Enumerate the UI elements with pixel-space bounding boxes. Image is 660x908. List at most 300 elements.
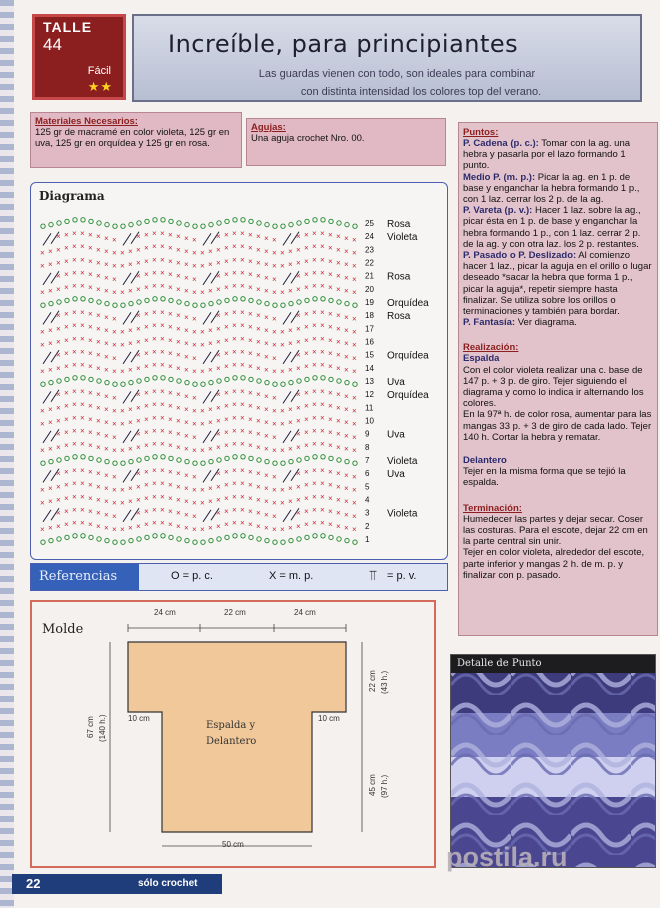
single-stitch-mark: × (120, 498, 125, 508)
single-stitch-mark: × (304, 520, 309, 530)
single-stitch-mark: × (304, 467, 309, 477)
single-stitch-mark: × (128, 418, 133, 428)
single-stitch-mark: × (80, 268, 85, 278)
single-stitch-mark: × (160, 426, 165, 436)
terminacion-text: Humedecer las partes y dejar secar. Coser las costuras. Para el escote, dejar 22 cm en la parte central sin unir. (463, 513, 648, 548)
single-stitch-mark: × (232, 426, 237, 436)
single-stitch-mark: × (256, 416, 261, 426)
single-stitch-mark: × (336, 508, 341, 518)
single-stitch-mark: × (120, 367, 125, 377)
chain-stitch-mark (81, 376, 85, 380)
sleeve-right: 10 cm (318, 714, 340, 723)
chain-stitch-mark (313, 218, 317, 222)
single-stitch-mark: × (272, 498, 277, 508)
single-stitch-mark: × (80, 505, 85, 515)
single-stitch-mark: × (136, 271, 141, 281)
single-stitch-mark: × (256, 245, 261, 255)
chain-stitch-mark (313, 297, 317, 301)
point-definition (463, 138, 653, 172)
single-stitch-mark: × (168, 256, 173, 266)
single-stitch-mark: × (256, 429, 261, 439)
single-stitch-mark: × (136, 521, 141, 531)
single-stitch-mark: × (320, 492, 325, 502)
single-stitch-mark: × (184, 352, 189, 362)
single-stitch-mark: × (216, 390, 221, 400)
single-stitch-mark: × (240, 360, 245, 370)
chain-stitch-mark (57, 300, 61, 304)
single-stitch-mark: × (192, 261, 197, 271)
single-stitch-mark: × (240, 465, 245, 475)
single-stitch-mark: × (328, 401, 333, 411)
single-stitch-mark: × (288, 286, 293, 296)
single-stitch-mark: × (112, 235, 117, 245)
single-stitch-mark: × (192, 327, 197, 337)
chain-stitch-mark (289, 222, 293, 226)
single-stitch-mark: × (176, 324, 181, 334)
row-color-label: Orquídea (387, 350, 429, 362)
chain-stitch-mark (49, 538, 53, 542)
single-stitch-mark: × (240, 321, 245, 331)
single-stitch-mark: × (240, 242, 245, 252)
single-stitch-mark: × (96, 258, 101, 268)
single-stitch-mark: × (64, 401, 69, 411)
single-stitch-mark: × (288, 523, 293, 533)
chain-stitch-mark (161, 534, 165, 538)
single-stitch-mark: × (328, 428, 333, 438)
single-stitch-mark: × (320, 268, 325, 278)
single-stitch-mark: × (288, 246, 293, 256)
single-stitch-mark: × (120, 248, 125, 258)
single-stitch-mark: × (304, 243, 309, 253)
chain-stitch-mark (321, 218, 325, 222)
single-stitch-mark: × (224, 243, 229, 253)
single-stitch-mark: × (184, 431, 189, 441)
single-stitch-mark: × (352, 498, 357, 508)
chain-stitch-mark (289, 380, 293, 384)
single-stitch-mark: × (160, 360, 165, 370)
single-stitch-mark: × (40, 419, 45, 429)
single-stitch-mark: × (184, 246, 189, 256)
chain-stitch-mark (209, 222, 213, 226)
single-stitch-mark: × (168, 520, 173, 530)
single-stitch-mark: × (64, 441, 69, 451)
single-stitch-mark: × (304, 414, 309, 424)
single-stitch-mark: × (208, 260, 213, 270)
single-stitch-mark: × (304, 428, 309, 438)
row-number: 11 (365, 403, 374, 413)
chain-stitch-mark (337, 537, 341, 541)
single-stitch-mark: × (120, 406, 125, 416)
chain-stitch-mark (289, 538, 293, 542)
treble-stitch-mark (43, 273, 51, 285)
point-term: P. Pasado o P. Deslizado: (463, 250, 577, 262)
single-stitch-mark: × (296, 416, 301, 426)
single-stitch-mark: × (184, 273, 189, 283)
single-stitch-mark: × (312, 255, 317, 265)
single-stitch-mark: × (144, 230, 149, 240)
single-stitch-mark: × (352, 288, 357, 298)
single-stitch-mark: × (336, 521, 341, 531)
single-stitch-mark: × (168, 270, 173, 280)
chain-stitch-mark (161, 297, 165, 301)
point-term: P. Vareta (p. v.): (463, 205, 533, 217)
single-stitch-mark: × (240, 307, 245, 317)
points-heading: Puntos: (463, 127, 499, 138)
single-stitch-mark: × (104, 444, 109, 454)
single-stitch-mark: × (104, 523, 109, 533)
single-stitch-mark: × (304, 283, 309, 293)
single-stitch-mark: × (144, 493, 149, 503)
single-stitch-mark: × (232, 492, 237, 502)
single-stitch-mark: × (224, 520, 229, 530)
single-stitch-mark: × (264, 404, 269, 414)
single-stitch-mark: × (88, 362, 93, 372)
single-stitch-mark: × (152, 268, 157, 278)
single-stitch-mark: × (328, 493, 333, 503)
single-stitch-mark: × (136, 429, 141, 439)
single-stitch-mark: × (232, 307, 237, 317)
single-stitch-mark: × (336, 403, 341, 413)
single-stitch-mark: × (304, 322, 309, 332)
single-stitch-mark: × (312, 347, 317, 357)
single-stitch-mark: × (64, 480, 69, 490)
chain-stitch-mark (265, 301, 269, 305)
single-stitch-mark: × (144, 270, 149, 280)
single-stitch-mark: × (224, 230, 229, 240)
single-stitch-mark: × (104, 418, 109, 428)
chain-stitch-mark (145, 377, 149, 381)
chain-stitch-mark (201, 540, 205, 544)
page-title: Increíble, para principiantes (168, 30, 519, 58)
chain-stitch-mark (177, 379, 181, 383)
single-stitch-mark: × (336, 350, 341, 360)
single-stitch-mark: × (72, 268, 77, 278)
single-stitch-mark: × (280, 485, 285, 495)
single-stitch-mark: × (160, 400, 165, 410)
single-stitch-mark: × (320, 255, 325, 265)
single-stitch-mark: × (232, 505, 237, 515)
single-stitch-mark: × (184, 260, 189, 270)
single-stitch-mark: × (248, 270, 253, 280)
single-stitch-mark: × (96, 337, 101, 347)
single-stitch-mark: × (168, 243, 173, 253)
single-stitch-mark: × (72, 492, 77, 502)
single-stitch-mark: × (112, 340, 117, 350)
single-stitch-mark: × (224, 283, 229, 293)
single-stitch-mark: × (72, 439, 77, 449)
row-number: 12 (365, 390, 374, 400)
single-stitch-mark: × (320, 321, 325, 331)
single-stitch-mark: × (168, 309, 173, 319)
single-stitch-mark: × (160, 518, 165, 528)
chain-stitch-mark (201, 461, 205, 465)
single-stitch-mark: × (320, 439, 325, 449)
single-stitch-mark: × (256, 442, 261, 452)
single-stitch-mark: × (80, 281, 85, 291)
single-stitch-mark: × (304, 507, 309, 517)
single-stitch-mark: × (96, 469, 101, 479)
point-definition (463, 172, 653, 206)
single-stitch-mark: × (40, 340, 45, 350)
single-stitch-mark: × (256, 390, 261, 400)
single-stitch-mark: × (160, 268, 165, 278)
single-stitch-mark: × (48, 497, 53, 507)
sleeve-left: 10 cm (128, 714, 150, 723)
single-stitch-mark: × (176, 521, 181, 531)
single-stitch-mark: × (104, 233, 109, 243)
chain-stitch-mark (225, 298, 229, 302)
single-stitch-mark: × (312, 386, 317, 396)
single-stitch-mark: × (184, 312, 189, 322)
single-stitch-mark: × (144, 309, 149, 319)
single-stitch-mark: × (136, 403, 141, 413)
chain-stitch-mark (249, 535, 253, 539)
single-stitch-mark: × (168, 349, 173, 359)
single-stitch-mark: × (352, 406, 357, 416)
single-stitch-mark: × (184, 404, 189, 414)
single-stitch-mark: × (224, 428, 229, 438)
chain-stitch-mark (97, 379, 101, 383)
single-stitch-mark: × (232, 518, 237, 528)
single-stitch-mark: × (216, 429, 221, 439)
width-right: 24 cm (294, 608, 316, 617)
chain-stitch-mark (57, 458, 61, 462)
single-stitch-mark: × (216, 482, 221, 492)
chain-stitch-mark (217, 458, 221, 462)
chain-stitch-mark (337, 379, 341, 383)
single-stitch-mark: × (264, 418, 269, 428)
single-stitch-mark: × (216, 442, 221, 452)
single-stitch-mark: × (80, 334, 85, 344)
single-stitch-mark: × (256, 521, 261, 531)
single-stitch-mark: × (152, 242, 157, 252)
watermark: postila.ru (446, 842, 568, 872)
single-stitch-mark: × (272, 393, 277, 403)
chain-stitch-mark (321, 534, 325, 538)
single-stitch-mark: × (40, 367, 45, 377)
row-number: 5 (365, 482, 370, 492)
chain-stitch-mark (81, 534, 85, 538)
chain-stitch-mark (193, 224, 197, 228)
single-stitch-mark: × (136, 324, 141, 334)
single-stitch-mark: × (88, 493, 93, 503)
chain-stitch-mark (353, 540, 357, 544)
single-stitch-mark: × (112, 367, 117, 377)
single-stitch-mark: × (152, 400, 157, 410)
single-stitch-mark: × (200, 485, 205, 495)
bottom-width: 50 cm (222, 840, 244, 849)
single-stitch-mark: × (88, 230, 93, 240)
single-stitch-mark: × (40, 327, 45, 337)
single-stitch-mark: × (272, 314, 277, 324)
single-stitch-mark: × (352, 485, 357, 495)
single-stitch-mark: × (120, 419, 125, 429)
single-stitch-mark: × (264, 339, 269, 349)
single-stitch-mark: × (152, 518, 157, 528)
needles-text: Una aguja crochet Nro. 00. (251, 133, 365, 144)
single-stitch-mark: × (144, 441, 149, 451)
reference-single: X = m. p. (269, 570, 314, 582)
single-stitch-mark: × (64, 428, 69, 438)
single-stitch-mark: × (312, 228, 317, 238)
single-stitch-mark: × (200, 248, 205, 258)
single-stitch-mark: × (120, 327, 125, 337)
single-stitch-mark: × (328, 414, 333, 424)
chain-stitch-mark (297, 379, 301, 383)
single-stitch-mark: × (40, 288, 45, 298)
single-stitch-mark: × (96, 284, 101, 294)
single-stitch-mark: × (64, 493, 69, 503)
single-stitch-mark: × (288, 497, 293, 507)
single-stitch-mark: × (176, 508, 181, 518)
single-stitch-mark: × (72, 465, 77, 475)
single-stitch-mark: × (48, 523, 53, 533)
chain-stitch-mark (153, 218, 157, 222)
single-stitch-mark: × (224, 256, 229, 266)
chain-stitch-mark (97, 221, 101, 225)
chain-stitch-mark (49, 301, 53, 305)
materials-text: 125 gr de macramé en color violeta, 125 gr en uva, 125 gr en orquídea y 125 gr en rosa. (35, 127, 230, 150)
single-stitch-mark: × (176, 284, 181, 294)
single-stitch-mark: × (296, 469, 301, 479)
chain-stitch-mark (169, 535, 173, 539)
single-stitch-mark: × (96, 311, 101, 321)
single-stitch-mark: × (296, 284, 301, 294)
upper-right: 22 cm (368, 670, 377, 692)
chain-stitch-mark (137, 221, 141, 225)
single-stitch-mark: × (72, 518, 77, 528)
single-stitch-mark: × (304, 362, 309, 372)
single-stitch-mark: × (200, 261, 205, 271)
single-stitch-mark: × (176, 442, 181, 452)
single-stitch-mark: × (280, 327, 285, 337)
single-stitch-mark: × (104, 286, 109, 296)
chain-stitch-mark (305, 219, 309, 223)
single-stitch-mark: × (336, 271, 341, 281)
row-number: 25 (365, 219, 374, 228)
chain-stitch-mark (313, 455, 317, 459)
single-stitch-mark: × (200, 340, 205, 350)
treble-stitch-mark (283, 352, 291, 364)
single-stitch-mark: × (80, 228, 85, 238)
point-description: Ver diagrama. (515, 317, 577, 329)
single-stitch-mark: × (160, 347, 165, 357)
row-color-label: Violeta (387, 456, 418, 467)
single-stitch-mark: × (144, 414, 149, 424)
single-stitch-mark: × (152, 479, 157, 489)
row-number: 19 (365, 298, 374, 307)
single-stitch-mark: × (272, 261, 277, 271)
single-stitch-mark: × (312, 465, 317, 475)
single-stitch-mark: × (48, 404, 53, 414)
single-stitch-mark: × (344, 233, 349, 243)
chain-stitch-mark (209, 538, 213, 542)
single-stitch-mark: × (64, 322, 69, 332)
chain-stitch-mark (97, 300, 101, 304)
treble-stitch-mark (43, 233, 51, 245)
single-stitch-mark: × (88, 349, 93, 359)
single-stitch-mark: × (352, 511, 357, 521)
single-stitch-mark: × (216, 258, 221, 268)
chain-stitch-mark (193, 303, 197, 307)
single-stitch-mark: × (264, 286, 269, 296)
single-stitch-mark: × (160, 465, 165, 475)
treble-stitch-mark (123, 510, 131, 522)
single-stitch-mark: × (48, 483, 53, 493)
chain-stitch-mark (129, 538, 133, 542)
single-stitch-mark: × (248, 401, 253, 411)
treble-stitch-mark (283, 431, 291, 443)
single-stitch-mark: × (216, 324, 221, 334)
row-number: 17 (365, 324, 374, 334)
chain-stitch-mark (65, 219, 69, 223)
single-stitch-mark: × (296, 429, 301, 439)
single-stitch-mark: × (72, 505, 77, 515)
chain-stitch-mark (329, 535, 333, 539)
chain-stitch-mark (257, 458, 261, 462)
single-stitch-mark: × (40, 248, 45, 258)
chain-stitch-mark (89, 456, 93, 460)
single-stitch-mark: × (112, 274, 117, 284)
single-stitch-mark: × (88, 309, 93, 319)
single-stitch-mark: × (40, 525, 45, 535)
single-stitch-mark: × (280, 406, 285, 416)
single-stitch-mark: × (256, 311, 261, 321)
single-stitch-mark: × (312, 281, 317, 291)
single-stitch-mark: × (56, 508, 61, 518)
single-stitch-mark: × (328, 441, 333, 451)
single-stitch-mark: × (160, 228, 165, 238)
chain-stitch-mark (209, 301, 213, 305)
chain-stitch-mark (89, 298, 93, 302)
single-stitch-mark: × (64, 520, 69, 530)
row-color-label: Violeta (387, 508, 418, 520)
chain-stitch-mark (241, 455, 245, 459)
single-stitch-mark: × (256, 482, 261, 492)
chain-stitch-mark (257, 379, 261, 383)
single-stitch-mark: × (176, 350, 181, 360)
single-stitch-mark: × (304, 441, 309, 451)
single-stitch-mark: × (296, 245, 301, 255)
single-stitch-mark: × (208, 523, 213, 533)
single-stitch-mark: × (320, 505, 325, 515)
single-stitch-mark: × (72, 386, 77, 396)
single-stitch-mark: × (192, 498, 197, 508)
single-stitch-mark: × (272, 511, 277, 521)
single-stitch-mark: × (288, 483, 293, 493)
single-stitch-mark: × (168, 322, 173, 332)
treble-symbol-icon: ⫪ (369, 567, 377, 583)
single-stitch-mark: × (304, 335, 309, 345)
single-stitch-mark: × (56, 350, 61, 360)
chain-stitch-mark (241, 218, 245, 222)
single-stitch-mark: × (304, 309, 309, 319)
single-stitch-mark: × (296, 232, 301, 242)
single-stitch-mark: × (40, 406, 45, 416)
chain-stitch-mark (329, 456, 333, 460)
single-stitch-mark: × (320, 307, 325, 317)
single-stitch-mark: × (88, 480, 93, 490)
single-stitch-mark: × (208, 483, 213, 493)
chain-stitch-mark (185, 459, 189, 463)
chain-stitch-mark (153, 376, 157, 380)
single-stitch-mark: × (248, 362, 253, 372)
point-description: Al comienzo hacer 1 laz., picar la aguja en el orillo o lugar deseado *sacar la hebra que forma 1 p., picar la aguja*, repetir siempre hasta finalizar. Se utiliza sobre los orillos o terminaciones y también para bordar. (463, 250, 652, 318)
single-stitch-mark: × (40, 446, 45, 456)
treble-stitch-mark (43, 470, 51, 482)
single-stitch-mark: × (280, 288, 285, 298)
single-stitch-mark: × (288, 365, 293, 375)
